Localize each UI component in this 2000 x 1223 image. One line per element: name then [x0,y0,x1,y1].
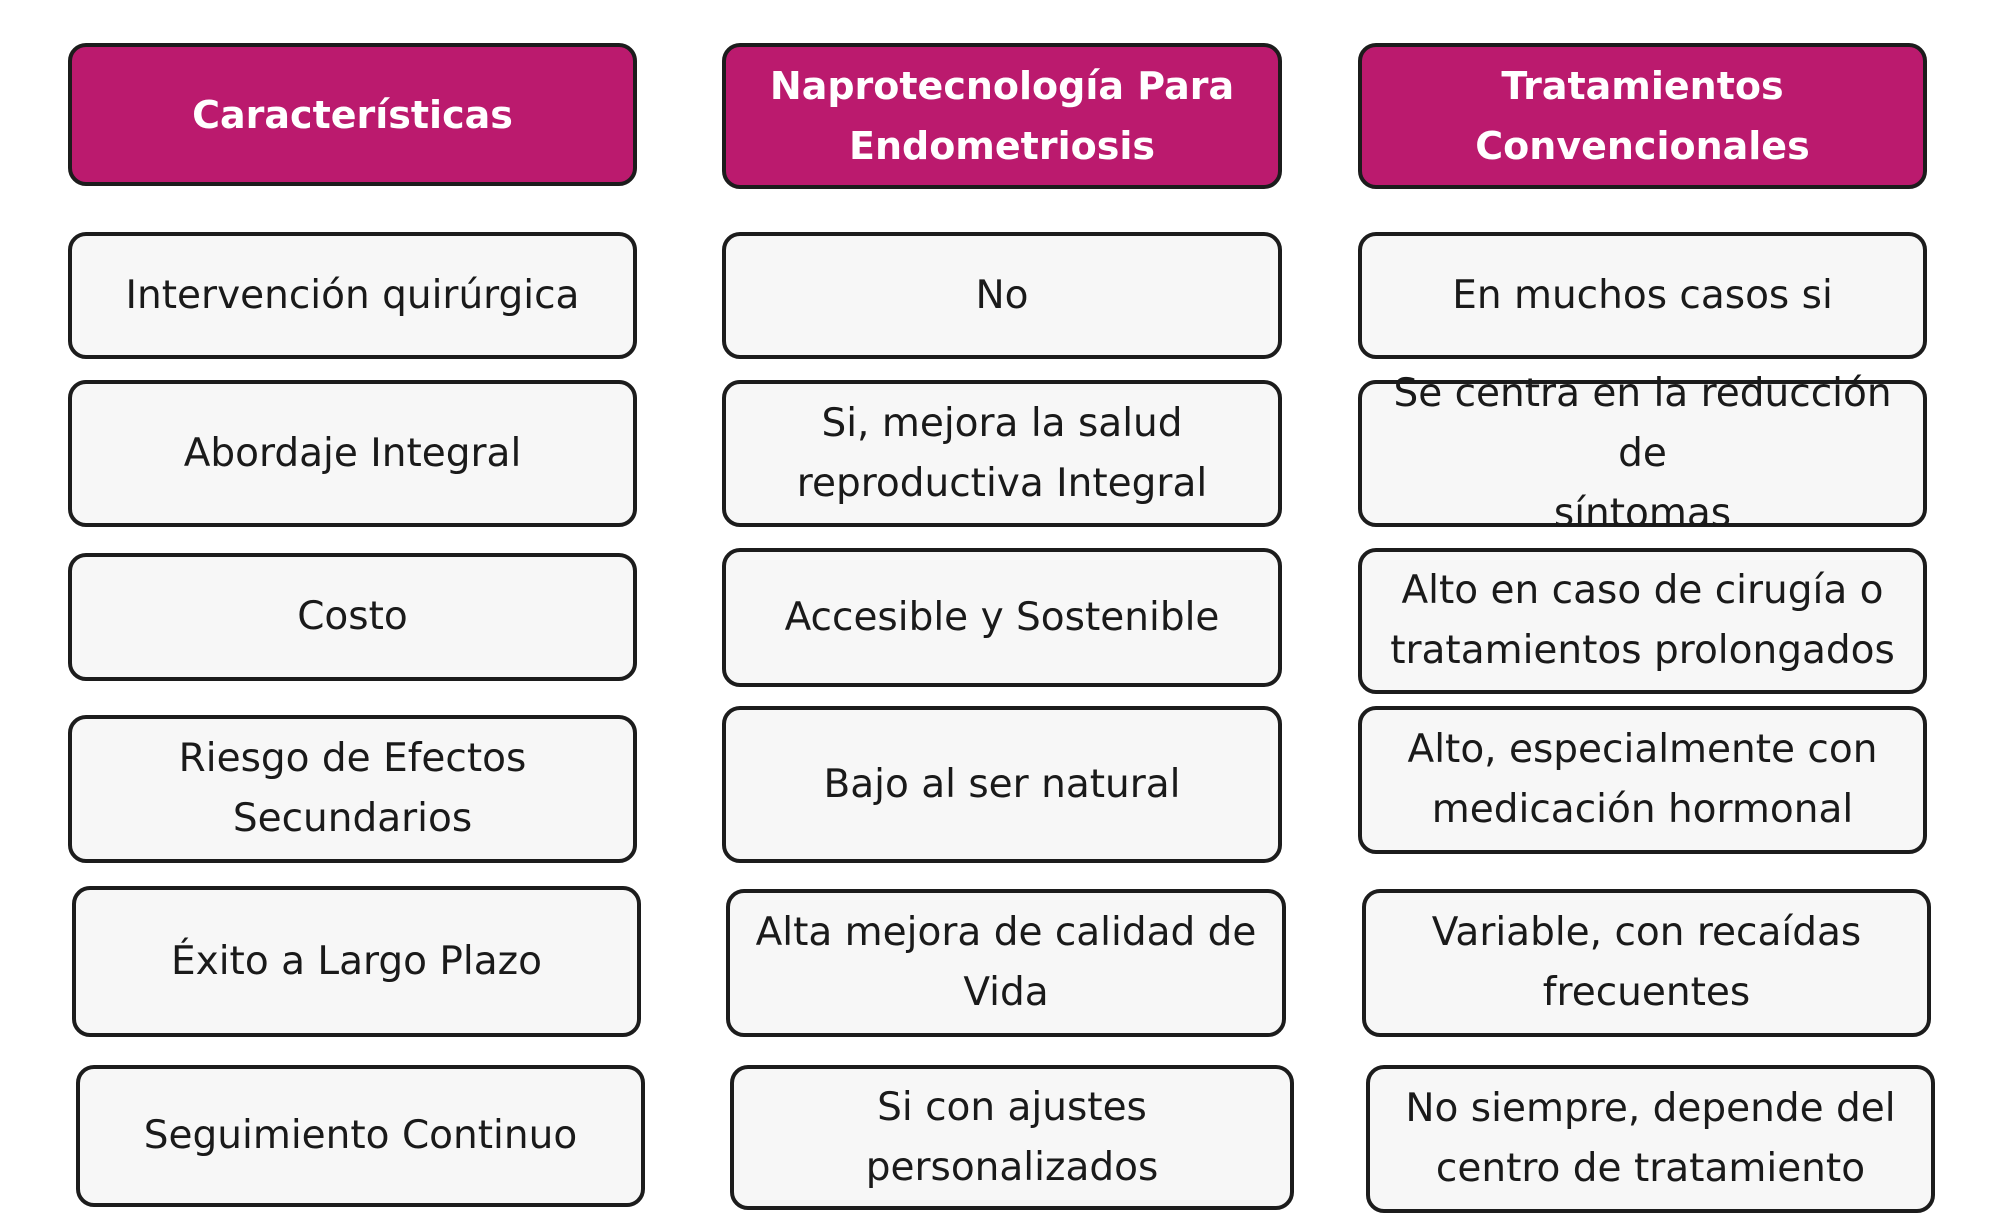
cell-text [756,903,1257,1023]
cell-line: Alto, especialmente con [1407,727,1878,772]
cell-line: frecuentes [1542,970,1751,1015]
cell-text: Seguimiento Continuo [143,1113,578,1158]
cell-line: Riesgo de Efectos [178,736,527,781]
cell-text [1390,561,1895,681]
cell-naprotech-riesgo [722,706,1282,863]
cell-line: Secundarios [232,796,473,841]
cell-line: tratamientos prolongados [1390,628,1895,673]
cell-line: reproductiva Integral [796,460,1208,506]
cell-text: Éxito a Largo Plazo [171,938,542,984]
cell-text [1405,1079,1895,1199]
cell-line: Alta mejora de calidad de [755,910,1257,955]
cell-line: Vida [963,970,1049,1015]
cell-text: Accesible y Sostenible [784,594,1220,640]
header-caracteristicas-label: Características [192,92,513,137]
header-tratamientos-label [1475,56,1809,176]
cell-line: síntomas [1553,490,1732,536]
cell-text: Costo [297,594,408,639]
cell-text [179,729,527,849]
cell-text [1432,903,1861,1023]
cell-conventional-costo [1358,548,1927,694]
cell-feature-seguimiento [76,1065,645,1207]
cell-line: Variable, con recaídas [1431,910,1862,955]
cell-text: Bajo al ser natural [823,761,1181,807]
header-caracteristicas [68,43,637,186]
cell-naprotech-intervencion [722,232,1282,359]
cell-text: Abordaje Integral [183,430,522,476]
cell-feature-riesgo [68,715,637,863]
header-tratamientos-line: Tratamientos [1501,64,1784,108]
header-naprotecnologia-label [770,56,1234,176]
cell-naprotech-exito [726,889,1286,1037]
cell-text: Si con ajustes personalizados [865,1084,1159,1190]
cell-text: En muchos casos si [1452,272,1833,318]
cell-feature-exito [72,886,641,1037]
cell-naprotech-abordaje [722,380,1282,527]
cell-naprotech-costo [722,548,1282,687]
cell-text [1408,720,1878,840]
cell-line: medicación hormonal [1431,787,1854,832]
header-naprotecnologia-line: Naprotecnología Para [769,64,1235,108]
cell-line: Se centra en la reducción de [1393,370,1892,476]
cell-line: No siempre, depende del [1405,1086,1896,1131]
cell-conventional-riesgo [1358,706,1927,854]
header-tratamientos-convencionales [1358,43,1927,189]
cell-line: centro de tratamiento [1435,1146,1866,1191]
header-naprotecnologia-line: Endometriosis [848,124,1155,168]
cell-feature-intervencion [68,232,637,359]
cell-text [797,394,1207,514]
cell-line: Alto en caso de cirugía o [1401,568,1884,613]
header-naprotecnologia [722,43,1282,189]
cell-naprotech-seguimiento [730,1065,1294,1210]
cell-conventional-seguimiento [1366,1065,1935,1213]
cell-text: Intervención quirúrgica [125,272,580,318]
cell-text: No [975,272,1029,318]
cell-text [1372,364,1913,544]
cell-feature-costo [68,553,637,681]
cell-conventional-abordaje [1358,370,1927,536]
header-tratamientos-line: Convencionales [1475,124,1810,168]
cell-feature-abordaje [68,380,637,527]
cell-line: Si, mejora la salud [821,400,1183,446]
cell-conventional-exito [1362,889,1931,1037]
cell-conventional-intervencion [1358,232,1927,359]
